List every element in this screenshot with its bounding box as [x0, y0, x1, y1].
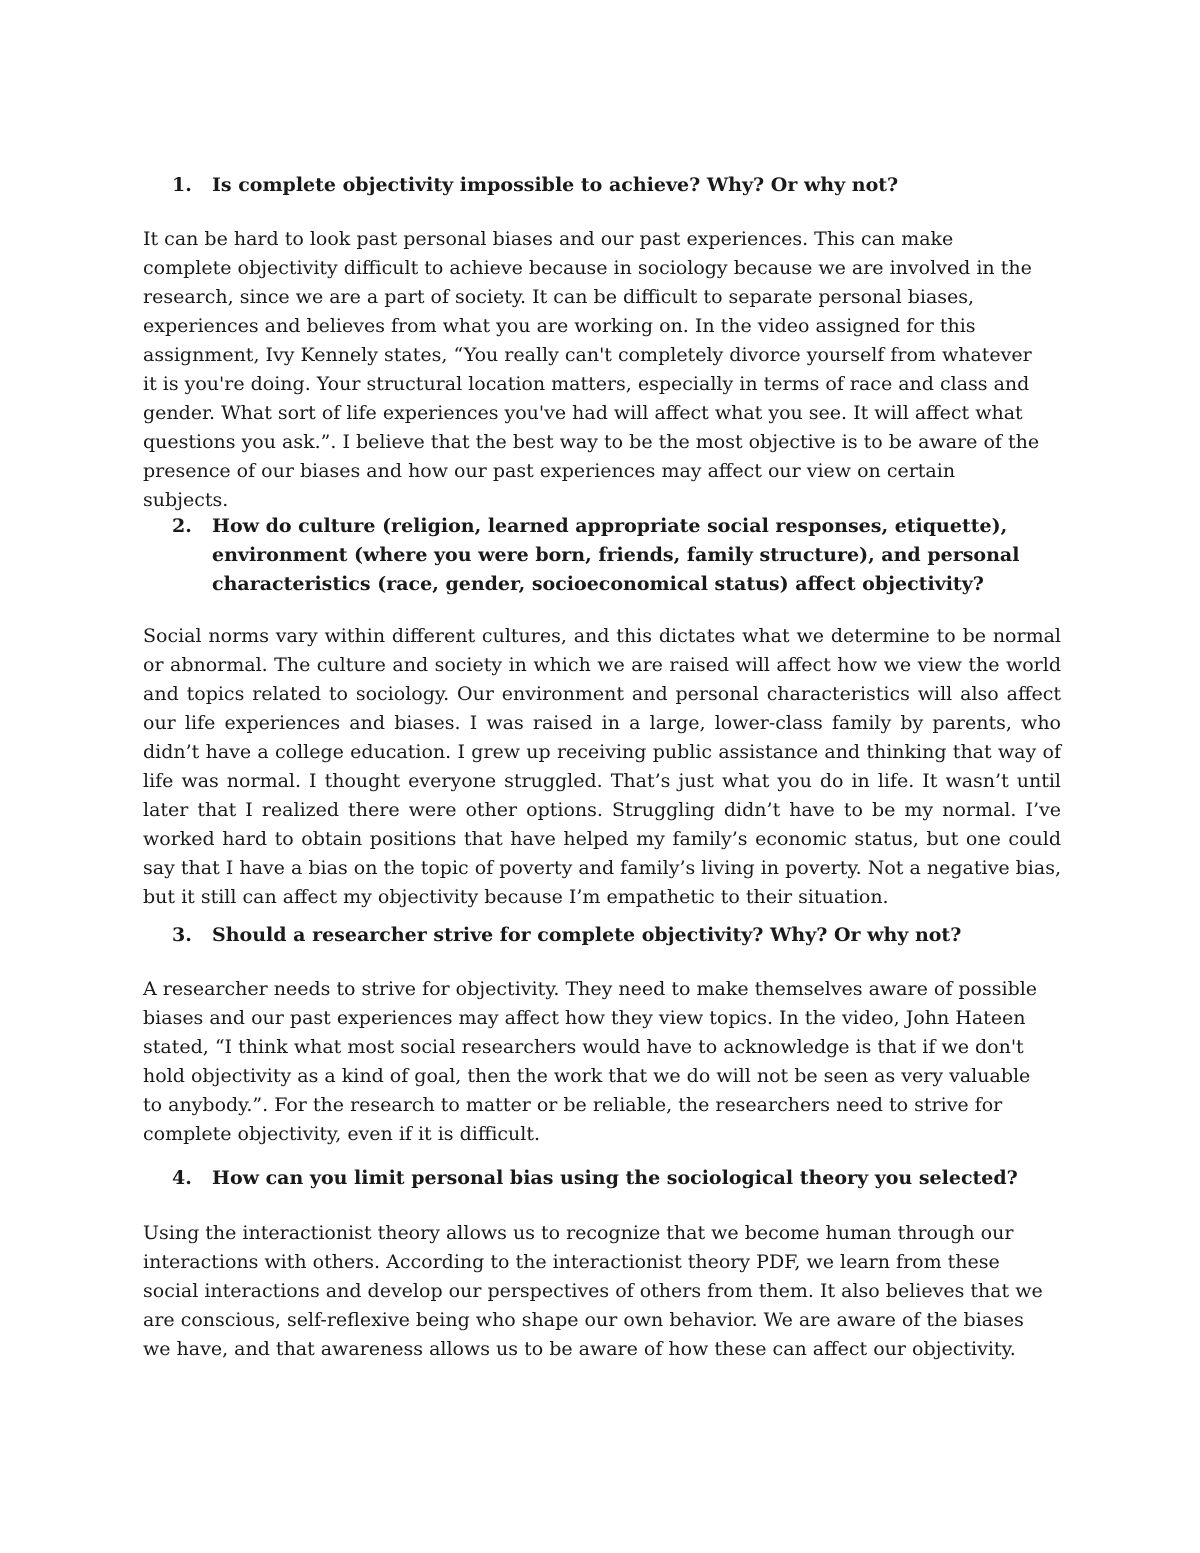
question-2 — [172, 512, 1032, 599]
question-3 — [172, 921, 1052, 950]
question-3-text: Should a researcher strive for complete objectivity? Why? Or why not? — [212, 924, 962, 946]
question-2-text: How do culture (religion, learned appropriate social responses, etiquette), environment (where you were born, friends, family structure), and personal characteristics (race, gender, socioeconomical status) affect objectivity? — [212, 515, 1020, 595]
question-4 — [172, 1164, 1052, 1193]
question-1-number: 1. — [172, 174, 192, 196]
question-4-number: 4. — [172, 1167, 192, 1189]
question-1-text: Is complete objectivity impossible to achieve? Why? Or why not? — [212, 174, 899, 196]
question-4-text: How can you limit personal bias using the sociological theory you selected? — [212, 1167, 1018, 1189]
answer-4: Using the interactionist theory allows us to recognize that we become human through our interactions with others. According to the interactionist theory PDF, we learn from these social interactions and develop our perspectives of others from them. It also believes that we are conscious, self-reflexive being who shape our own behavior. We are aware of the biases we have, and that awareness allows us to be aware of how these can affect our objectivity. — [143, 1222, 1043, 1360]
answer-3: A researcher needs to strive for objectivity. They need to make themselves aware of possible biases and our past experiences may affect how they view topics. In the video, John Hateen stated, “I think what most social researchers would have to acknowledge is that if we don't hold objectivity as a kind of goal, then the work that we do will not be seen as very valuable to anybody.”. For the research to matter or be reliable, the researchers need to strive for complete objectivity, even if it is difficult. — [143, 978, 1038, 1145]
answer-2: Social norms vary within different cultures, and this dictates what we determine to be normal or abnormal. The culture and society in which we are raised will affect how we view the world and topics related to sociology. Our environment and personal characteristics will also affect our life experiences and biases. I was raised in a large, lower-class family by parents, who didn’t have a college education. I grew up receiving public assistance and thinking that way of life was normal. I thought everyone struggled. That’s just what you do in life. It wasn’t until later that I realized there were other options. Struggling didn’t have to be my normal. I’ve worked hard to obtain positions that have helped my family’s economic status, but one could say that I have a bias on the topic of poverty and family’s living in poverty. Not a negative bias, but it still can affect my objectivity because I’m empathetic to their situation. — [143, 625, 1061, 908]
question-2-number: 2. — [172, 515, 192, 537]
question-3-number: 3. — [172, 924, 192, 946]
question-1 — [172, 171, 1052, 200]
answer-1: It can be hard to look past personal biases and our past experiences. This can make complete objectivity difficult to achieve because in sociology because we are involved in the research, since we are a part of society. It can be difficult to separate personal biases, experiences and believes from what you are working on. In the video assigned for this assignment, Ivy Kennely states, “You really can't completely divorce yourself from whatever it is you're doing. Your structural location matters, especially in terms of race and class and gender. What sort of life experiences you've had will affect what you see. It will affect what questions you ask.”. I believe that the best way to be the most objective is to be aware of the presence of our biases and how our past experiences may affect our view on certain subjects. — [143, 228, 1040, 511]
